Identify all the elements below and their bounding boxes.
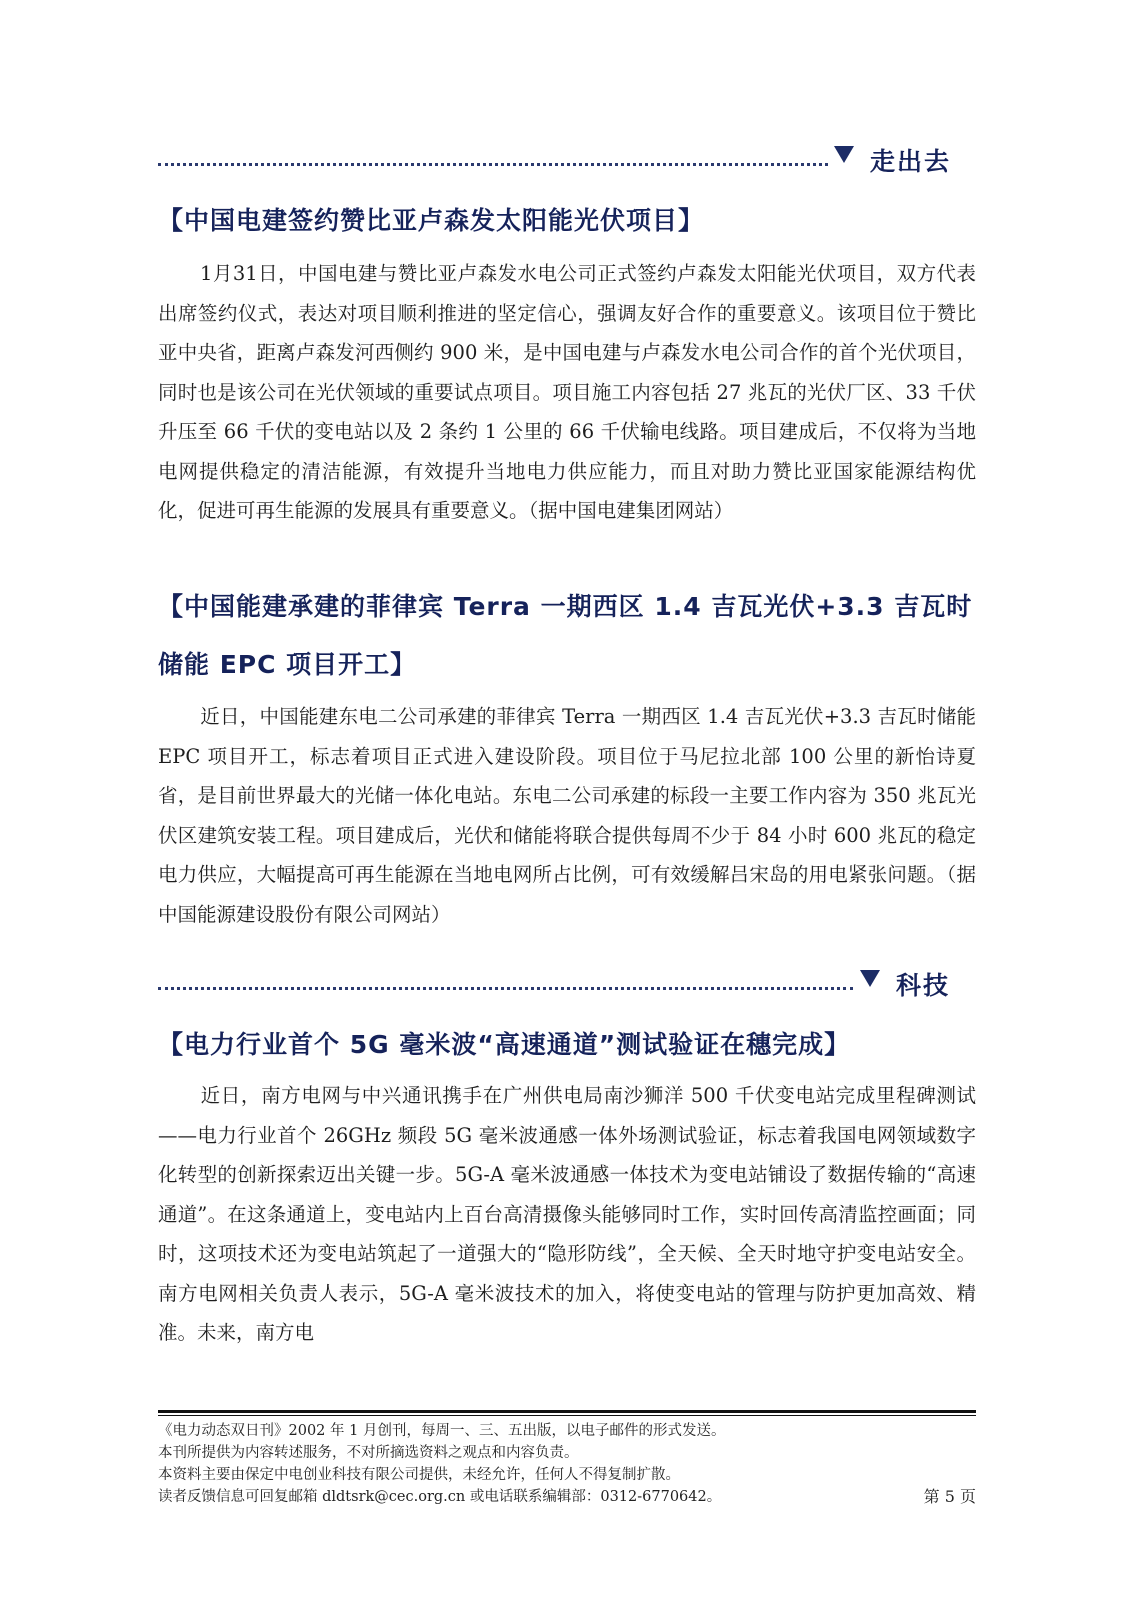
triangle-down-icon <box>860 970 880 987</box>
page-number: 第 5 页 <box>923 1487 976 1506</box>
section-header-technology <box>158 968 976 1008</box>
article-title: 【中国电建签约赞比亚卢森发太阳能光伏项目】 <box>158 206 705 235</box>
footer-line: 《电力动态双日刊》2002 年 1 月创刊，每周一、三、五出版，以电子邮件的形式发送。 <box>158 1423 726 1439</box>
triangle-down-icon <box>834 146 854 163</box>
footer-line: 本刊所提供为内容转述服务，不对所摘选资料之观点和内容负责。 <box>158 1445 579 1461</box>
article-body <box>158 697 976 934</box>
article-body-text: 近日，南方电网与中兴通讯携手在广州供电局南沙狮洋 500 千伏变电站完成里程碑测试——电力行业首个 26GHz 频段 5G 毫米波通感一体外场测试验证，标志着我国电网领域数字化转型的创新探索迈出关键一步。5G-A 毫米波通感一体技术为变电站铺设了数据传输的“高速通道”。在这条通道上，变电站内上百台高清摄像头能够同时工作，实时回传高清监控画面；同时，这项技术还为变电站筑起了一道强大的“隐形防线”，全天候、全天时地守护变电站安全。南方电网相关负责人表示，5G-A 毫米波技术的加入，将使变电站的管理与防护更加高效、精准。未来，南方电 <box>158 1084 976 1344</box>
footer-rule-thick <box>158 1410 976 1413</box>
footer-line: 读者反馈信息可回复邮箱 dldtsrk@cec.org.cn 或电话联系编辑部：0312-6770642。 <box>158 1489 722 1505</box>
footer-rule-thin <box>158 1415 976 1416</box>
footer-line: 本资料主要由保定中电创业科技有限公司提供，未经允许，任何人不得复制扩散。 <box>158 1467 680 1483</box>
dotted-rule <box>158 163 828 166</box>
article-title: 【中国能建承建的菲律宾 Terra 一期西区 1.4 吉瓦光伏+3.3 吉瓦时储能 EPC 项目开工】 <box>158 592 973 679</box>
section-label: 科技 <box>896 971 951 1000</box>
footer <box>158 1420 976 1508</box>
article-body <box>158 1076 976 1353</box>
article-body-text: 1月31日，中国电建与赞比亚卢森发水电公司正式签约卢森发太阳能光伏项目，双方代表出席签约仪式，表达对项目顺利推进的坚定信心，强调友好合作的重要意义。该项目位于赞比亚中央省，距离卢森发河西侧约 900 米，是中国电建与卢森发水电公司合作的首个光伏项目，同时也是该公司在光伏领域的重要试点项目。项目施工内容包括 27 兆瓦的光伏厂区、33 千伏升压至 66 千伏的变电站以及 2 条约 1 公里的 66 千伏输电线路。项目建成后，不仅将为当地电网提供稳定的清洁能源，有效提升当地电力供应能力，而且对助力赞比亚国家能源结构优化，促进可再生能源的发展具有重要意义。（据中国电建集团网站） <box>158 262 976 522</box>
section-label: 走出去 <box>870 147 952 176</box>
dotted-rule <box>158 987 853 990</box>
article-body <box>158 254 976 531</box>
section-header-going-global <box>158 144 976 184</box>
article-title: 【电力行业首个 5G 毫米波“高速通道”测试验证在穗完成】 <box>158 1030 851 1059</box>
article-body-text: 近日，中国能建东电二公司承建的菲律宾 Terra 一期西区 1.4 吉瓦光伏+3.3 吉瓦时储能 EPC 项目开工，标志着项目正式进入建设阶段。项目位于马尼拉北部 100 公里的新怡诗夏省，是目前世界最大的光储一体化电站。东电二公司承建的标段一主要工作内容为 350 兆瓦光伏区建筑安装工程。项目建成后，光伏和储能将联合提供每周不少于 84 小时 600 兆瓦的稳定电力供应，大幅提高可再生能源在当地电网所占比例，可有效缓解吕宋岛的用电紧张问题。（据中国能源建设股份有限公司网站） <box>158 705 976 926</box>
